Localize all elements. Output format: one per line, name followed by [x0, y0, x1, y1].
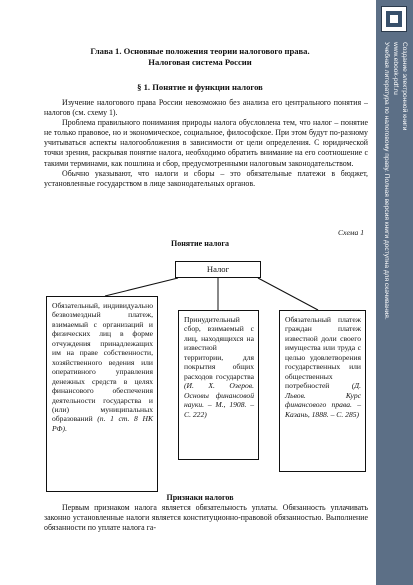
scheme-title: Понятие налога — [170, 239, 230, 248]
publisher-sidebar — [376, 0, 413, 585]
definition-box-2 — [178, 310, 259, 460]
sidebar-line-1: Создание электронной книги — [401, 42, 408, 131]
definition-2-source: (И. Х. Озеров. Основы финансовой науки. – М., 1908. – С. 222) — [184, 381, 254, 419]
paragraph-3: Обычно указывают, что налоги и сборы – это обязательные платежи в бюджет, установленные государством в лице законодательных органов. — [44, 168, 368, 188]
definition-3-source: (Д. Львов. Курс финансового права. – Казань, 1888. – С. 285) — [285, 381, 361, 419]
definition-1-text: Обязательный, индивидуально безвозмездный платеж, взимаемый с организаций и физических лиц в форме отчуждения принадлежащих им на праве собственности, хозяйственного ведения или оперативного управления денежных средств в целях финансового обеспечения деятельности государства и (или) муниципальных образований — [52, 301, 153, 424]
definition-3-text: Обязательный платеж граждан платеж известной доли своего имущества или труда с целью удовлетворения государственных или общественных потребностей — [285, 315, 361, 391]
definition-box-3 — [279, 310, 366, 472]
definition-2-text: Принудительный сбор, взимаемый с лиц, находящихся на известной территории, для покрытия общих расходов государства — [184, 315, 254, 381]
publisher-logo[interactable] — [381, 6, 407, 32]
scheme-root-box: Налог — [175, 261, 261, 278]
chapter-title-line1: Глава 1. Основные положения теории налогового права. — [90, 46, 310, 56]
signs-text-block — [44, 503, 368, 533]
paragraph-2: Проблема правильного понимания природы налога обусловлена тем, что налог – понятие не только правовое, но и экономическое, социальное, философское. При этом будут по-разному учитываться аспекты налогообложения в зависимости от цели определения. С юридической точки зрения, раскрывая понятие налога, необходимо обратить внимание на его соотношение с такими терминами, как пошлина и сбор, предусмотренными налоговым законодательством. — [44, 118, 368, 168]
paragraph-1: Изучение налогового права России невозможно без анализа его центрального понятия – налогов (см. схему 1). — [44, 98, 368, 118]
definition-1-source: (п. 1 ст. 8 НК РФ). — [52, 414, 153, 433]
signs-paragraph: Первым признаком налога является обязательность уплаты. Обязанность уплачивать законно установленные налоги является конституционно-правовой обязанностью. Выполнение обязанности по уплате налога га- — [44, 503, 368, 533]
connector-right — [258, 278, 318, 310]
scheme-number: Схема 1 — [338, 228, 364, 237]
sidebar-vertical-text — [382, 42, 409, 582]
definition-box-1 — [46, 296, 158, 492]
signs-title: Признаки налогов — [166, 493, 234, 502]
sidebar-line-2[interactable]: www.ebook-pdf.ru — [392, 42, 399, 95]
section-title: § 1. Понятие и функции налогов — [137, 82, 263, 92]
sidebar-line-3: Учебная литература по налоговому праву. Полная версия книги доступна для скачивания. — [383, 42, 390, 320]
chapter-title-line2: Налоговая система России — [148, 57, 252, 67]
connector-left — [105, 278, 178, 296]
